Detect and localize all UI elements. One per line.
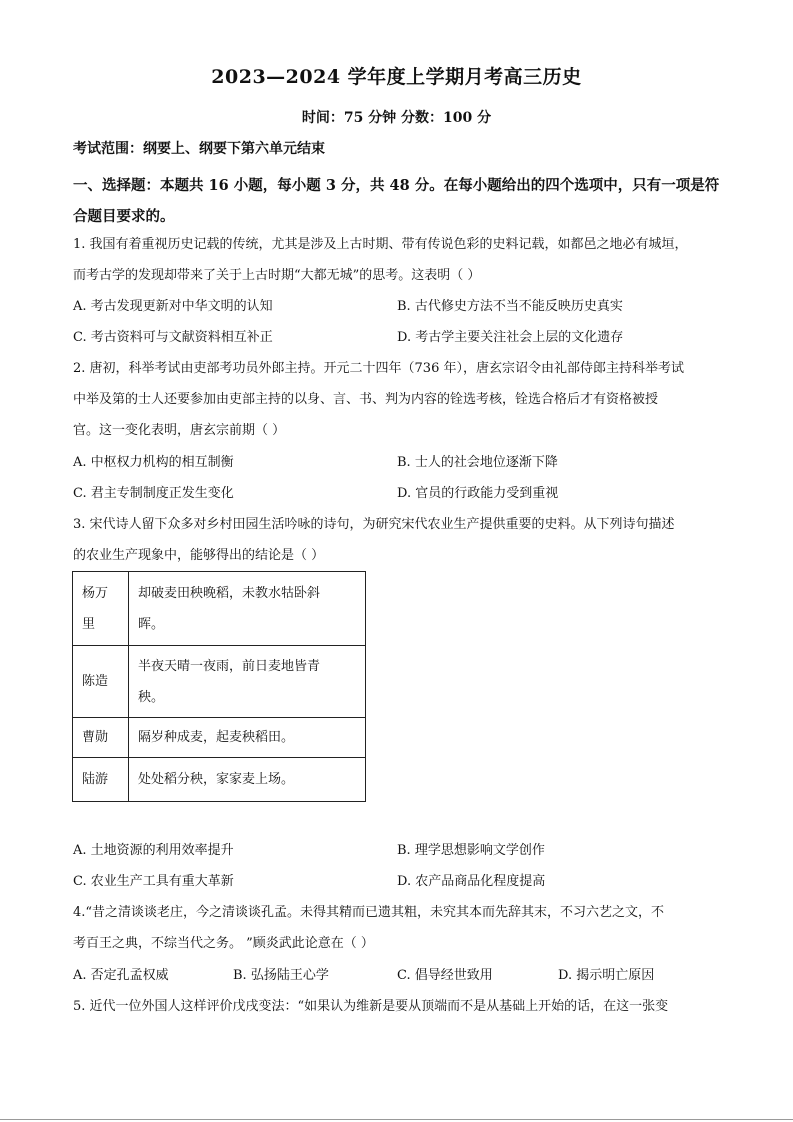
q3-stem-line-2: 的农业生产现象中，能够得出的结论是（ ）: [73, 548, 325, 563]
exam-time-score: 时间：75 分钟 分数：100 分: [301, 110, 492, 126]
q2-option-b: B. 士人的社会地位逐渐下降: [397, 455, 558, 470]
table-row: [73, 758, 366, 802]
q2-option-c: C. 君主专制制度正发生变化: [73, 486, 234, 501]
q4-option-a: A. 否定孔孟权威: [73, 968, 169, 983]
verse-text-cont: 秧。: [138, 689, 165, 705]
poet-name: 陆游: [82, 772, 109, 787]
verse-text-cont: 晖。: [138, 616, 165, 632]
poet-cell: [73, 758, 129, 802]
verse-cell: [129, 646, 366, 718]
verse-text: 却破麦田秧晚稻，未教水牯卧斜: [138, 585, 321, 601]
q4-option-b: B. 弘扬陆王心学: [233, 968, 329, 983]
verse-cell: [129, 572, 366, 646]
q4-stem-line-1: 4.“昔之清谈谈老庄，今之清谈谈孔孟。未得其精而已遗其粗，未究其本而先辞其末，不习六艺之文，不: [73, 905, 665, 920]
q1-option-a: A. 考古发现更新对中华文明的认知: [73, 299, 273, 314]
q1-option-b: B. 古代修史方法不当不能反映历史真实: [397, 299, 623, 314]
poet-name-cont: 里: [82, 616, 96, 632]
q2-stem-line-3: 官。这一变化表明，唐玄宗前期（ ）: [73, 423, 286, 438]
q3-option-b: B. 理学思想影响文学创作: [397, 843, 545, 858]
q3-stem-line-1: 3. 宋代诗人留下众多对乡村田园生活吟咏的诗句，为研究宋代农业生产提供重要的史料。从下列诗句描述: [73, 517, 675, 532]
verse-text: 隔岁种成麦，起麦秧稻田。: [138, 730, 295, 745]
table-row: [73, 646, 366, 718]
table-row: [73, 718, 366, 758]
page-title: 2023—2024 学年度上学期月考高三历史: [211, 66, 582, 88]
q2-option-a: A. 中枢权力机构的相互制衡: [73, 455, 234, 470]
verse-cell: [129, 758, 366, 802]
verse-text: 半夜天晴一夜雨，前日麦地皆青: [138, 658, 321, 674]
q4-option-c: C. 倡导经世致用: [397, 968, 493, 983]
poet-name: 曹勋: [82, 730, 109, 745]
poet-cell: [73, 718, 129, 758]
exam-scope: 考试范围：纲要上、纲要下第六单元结束: [73, 141, 325, 157]
poet-cell: [73, 646, 129, 718]
q4-option-d: D. 揭示明亡原因: [558, 968, 655, 983]
page-bottom-divider: [0, 1119, 793, 1120]
q1-option-d: D. 考古学主要关注社会上层的文化遗存: [397, 330, 624, 345]
q4-stem-line-2: 考百王之典，不综当代之务。 ”顾炎武此论意在（ ）: [73, 936, 374, 951]
q2-stem-line-2: 中举及第的士人还要参加由吏部主持的以身、言、书、判为内容的铨选考核，铨选合格后才有资格被授: [73, 392, 659, 407]
poet-name: 陈造: [82, 674, 109, 689]
q5-stem-line-1: 5. 近代一位外国人这样评价戊戌变法：“如果认为维新是要从顶端而不是从基础上开始的话，在这一张变: [73, 999, 669, 1014]
table-row: [73, 572, 366, 646]
q1-stem-line-1: 1. 我国有着重视历史记载的传统，尤其是涉及上古时期、带有传说色彩的史料记载，如都邑之地必有城垣，: [73, 237, 688, 252]
poet-name: 杨万: [82, 585, 109, 601]
section-heading: 一、选择题：本题共 16 小题，每小题 3 分，共 48 分。在每小题给出的四个选项中，只有一项是符合题目要求的。: [73, 177, 720, 225]
q3-option-a: A. 土地资源的利用效率提升: [73, 843, 234, 858]
q1-option-c: C. 考古资料可与文献资料相互补正: [73, 330, 273, 345]
q1-stem-line-2: 而考古学的发现却带来了关于上古时期“大都无城”的思考。这表明（ ）: [73, 268, 481, 283]
poems-table: [72, 571, 366, 802]
poet-cell: [73, 572, 129, 646]
verse-text: 处处稻分秧，家家麦上场。: [138, 772, 295, 787]
q3-option-d: D. 农产品商品化程度提高: [397, 874, 546, 889]
verse-cell: [129, 718, 366, 758]
q3-option-c: C. 农业生产工具有重大革新: [73, 874, 234, 889]
q2-option-d: D. 官员的行政能力受到重视: [397, 486, 559, 501]
q2-stem-line-1: 2. 唐初，科举考试由吏部考功员外郎主持。开元二十四年（736 年），唐玄宗诏令由礼部侍郎主持科举考试: [73, 361, 684, 376]
